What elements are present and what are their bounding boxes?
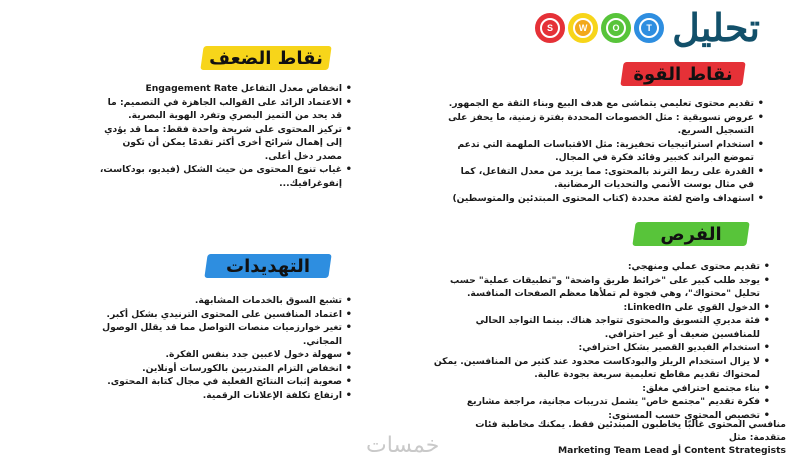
list-item: • تركيز المحتوى على شريحة واحدة فقط: مما قد يؤدي إلى إهمال شرائح أخرى أكثر تقدمًا يمكن أن تكون مصدر دخل أعلى. [96, 123, 354, 164]
weaknesses-list [96, 82, 354, 190]
weaknesses-heading [202, 46, 330, 70]
list-item: • تخصيص المحتوى حسب المستوى: [432, 409, 772, 423]
list-item: • لا يزال استخدام الريلز والبودكاست محدود عند كثير من المنافسين. يمكن لمحتواك تقديم مقاطع تعليمية سريعة بجودة عالية. [432, 355, 772, 382]
list-item: • تغير خوارزميات منصات التواصل مما قد يقلل الوصول المجاني. [92, 321, 354, 348]
opportunities-heading [634, 222, 748, 246]
list-item: • غياب تنوع المحتوى من حيث الشكل (فيديو، بودكاست، إنفوغرافيك... [96, 163, 354, 190]
list-item: • استخدام استراتيجيات تحفيزية: مثل الاقتباسات الملهمة التي تدعم تموضع البراند كخبير وقائد فكرة في المجال. [446, 138, 766, 165]
list-item: • يوجد طلب كبير على "خرائط طريق واضحة" و"تطبيقات عملية" حسب تحليل "محتواك"، وهي فجوة لم تملأها معظم الصفحات المنافسة. [432, 274, 772, 301]
list-item: • عروض تسويقية : مثل الخصومات المحددة بفترة زمنية، ما يحفز على التسجيل السريع. [446, 111, 766, 138]
list-item: • الدخول القوي على LinkedIn: [432, 301, 772, 315]
opportunities-note [440, 418, 786, 457]
list-item: • تشبع السوق بالخدمات المشابهة. [92, 294, 354, 308]
list-item: • انخفاض معدل التفاعل Engagement Rate [96, 82, 354, 96]
threats-heading-text: التهديدات [226, 255, 310, 277]
opportunities-note-line1: منافسي المحتوى غالبًا يخاطبون المبتدئين فقط. يمكنك مخاطبة فئات متقدمة: مثل [475, 419, 786, 443]
list-item: • ارتفاع تكلفة الإعلانات الرقمية. [92, 389, 354, 403]
list-item: • انخفاض التزام المتدربين بالكورسات أونلاين. [92, 362, 354, 376]
list-item: • سهولة دخول لاعبين جدد بنفس الفكرة. [92, 348, 354, 362]
swot-letter-o: O [608, 20, 624, 36]
page-title: تحليل [672, 5, 760, 50]
swot-logo [535, 13, 664, 43]
swot-circle-o [601, 13, 631, 43]
list-item: • فكرة تقديم "مجتمع خاص" يشمل تدريبات مجانية، مراجعة مشاريع [432, 395, 772, 409]
list-item: • تقديم محتوى تعليمي يتماشى مع هدف البيع وبناء الثقة مع الجمهور. [446, 97, 766, 111]
swot-letter-w: W [575, 20, 591, 36]
list-item: • تقديم محتوى عملي ومنهجي: [432, 260, 772, 274]
opportunities-list [432, 260, 772, 422]
swot-circle-t [634, 13, 664, 43]
opportunities-heading-text: الفرص [660, 223, 722, 245]
list-item: • استهداف واضح لفئة محددة (كتاب المحتوى المبتدئين والمتوسطين) [446, 192, 766, 206]
strengths-list [446, 97, 766, 205]
weaknesses-heading-text: نقاط الضعف [209, 47, 323, 69]
list-item: • اعتماد المنافسين على المحتوى الترنيدي بشكل أكبر. [92, 308, 354, 322]
strengths-heading [622, 62, 744, 86]
list-item: • بناء مجتمع احترافي مغلق: [432, 382, 772, 396]
opportunities-note-line2: Marketing Team Lead أو Content Strategists [558, 445, 786, 456]
list-item: • القدرة على ربط الترند بالمحتوى: مما يزيد من معدل التفاعل، كما في مثال بوست الأنمي والتحديات الرمضانية. [446, 165, 766, 192]
watermark-logo: خمسات [366, 433, 440, 458]
list-item: • الاعتماد الزائد على القوالب الجاهزة في التصميم: ما قد يحد من التميز البصري وتفرد الهوية البصرية. [96, 96, 354, 123]
list-item: • فئة مديري التسويق والمحتوى تتواجد هناك. بينما التواجد الحالي للمنافسين ضعيف أو غير احترافي. [432, 314, 772, 341]
list-item: • استخدام الفيديو القصير بشكل احترافي: [432, 341, 772, 355]
title-row [535, 2, 760, 54]
swot-letter-s: S [542, 20, 558, 36]
strengths-heading-text: نقاط القوة [633, 63, 733, 85]
swot-letter-t: T [641, 20, 657, 36]
swot-circle-s [535, 13, 565, 43]
threats-list [92, 294, 354, 402]
swot-circle-w [568, 13, 598, 43]
threats-heading [206, 254, 330, 278]
list-item: • صعوبة إثبات النتائج الفعلية في مجال كتابة المحتوى. [92, 375, 354, 389]
